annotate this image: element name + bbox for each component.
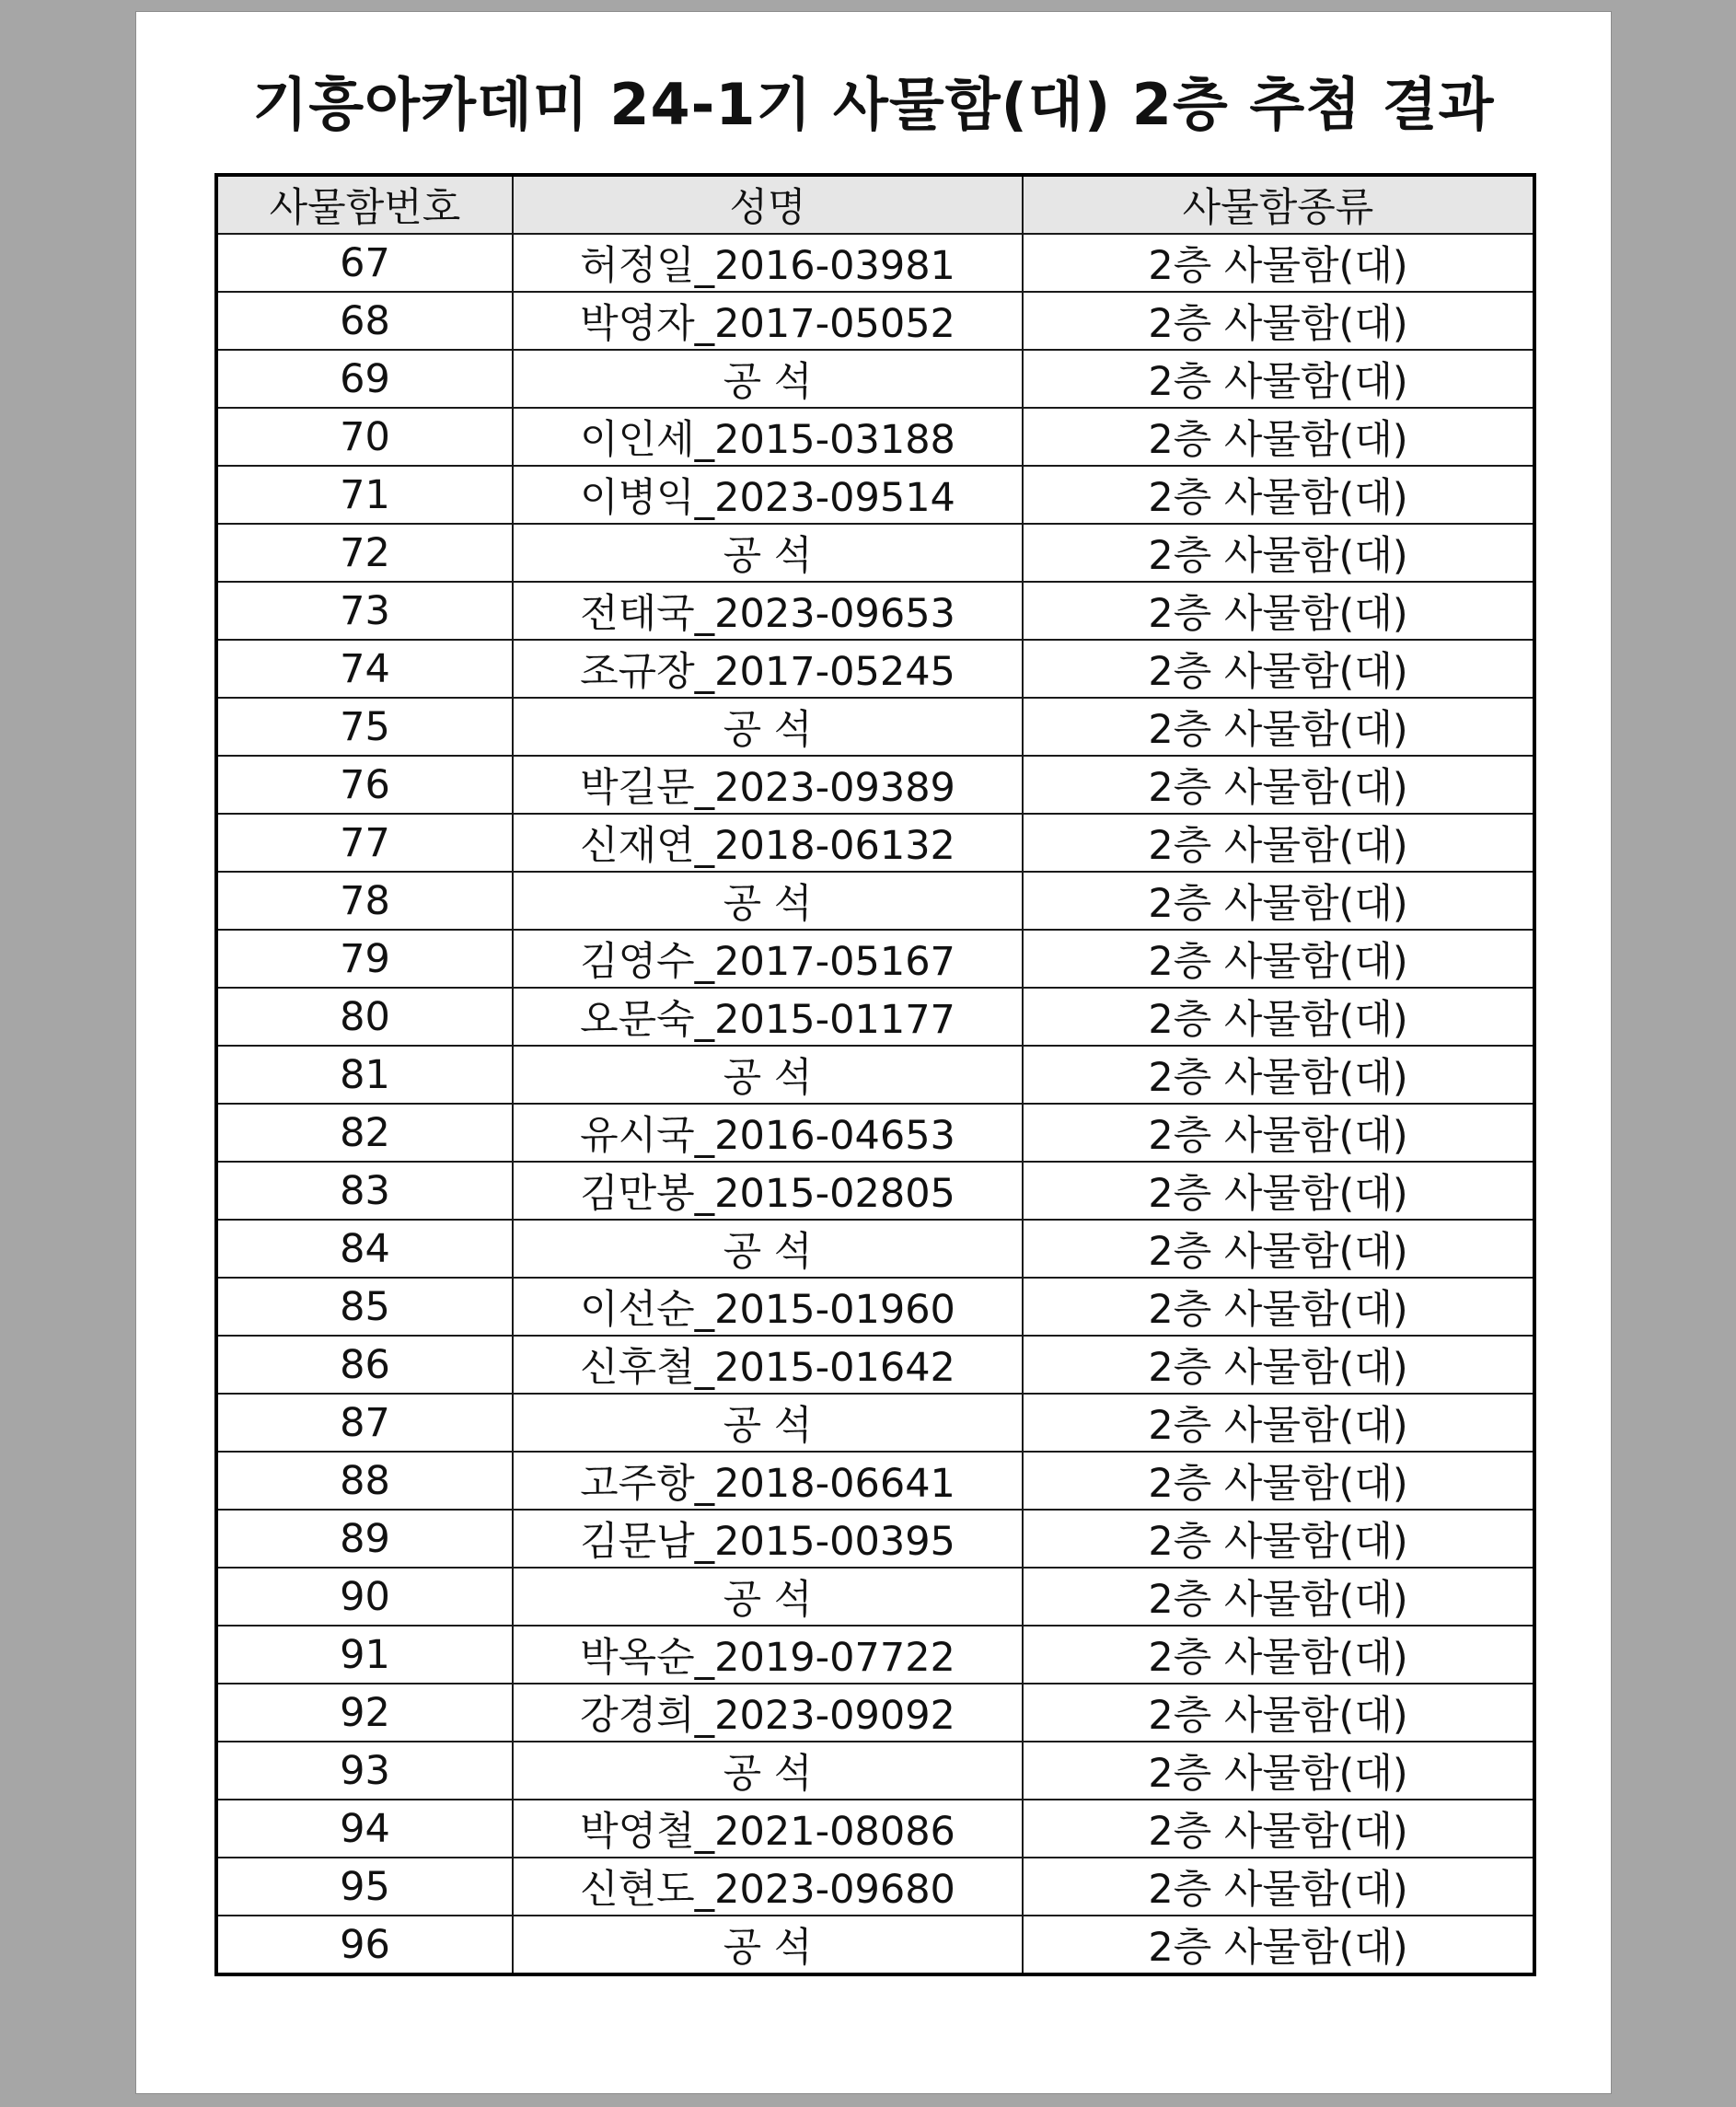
cell-locker-number: 68 [216, 292, 513, 350]
cell-locker-type: 2층 사물함(대) [1023, 1394, 1534, 1452]
cell-locker-number: 92 [216, 1684, 513, 1742]
cell-name: 공 석 [513, 1568, 1023, 1626]
cell-name: 강경희_2023-09092 [513, 1684, 1023, 1742]
cell-name: 오문숙_2015-01177 [513, 988, 1023, 1046]
table-row [216, 1220, 1534, 1278]
cell-locker-number: 93 [216, 1742, 513, 1800]
table-row [216, 1800, 1534, 1858]
cell-locker-number: 76 [216, 756, 513, 814]
table-row [216, 1916, 1534, 1974]
cell-locker-type: 2층 사물함(대) [1023, 1858, 1534, 1916]
cell-name: 고주항_2018-06641 [513, 1452, 1023, 1510]
cell-locker-number: 86 [216, 1336, 513, 1394]
table-row [216, 1394, 1534, 1452]
locker-draw-table [214, 173, 1536, 1976]
cell-name: 박영철_2021-08086 [513, 1800, 1023, 1858]
cell-locker-type: 2층 사물함(대) [1023, 524, 1534, 582]
table-row [216, 698, 1534, 756]
cell-locker-number: 70 [216, 408, 513, 466]
cell-name: 공 석 [513, 524, 1023, 582]
cell-locker-type: 2층 사물함(대) [1023, 698, 1534, 756]
cell-name: 공 석 [513, 1220, 1023, 1278]
cell-locker-number: 89 [216, 1510, 513, 1568]
table-row [216, 1452, 1534, 1510]
cell-name: 조규장_2017-05245 [513, 640, 1023, 698]
cell-locker-number: 69 [216, 350, 513, 408]
cell-locker-type: 2층 사물함(대) [1023, 1104, 1534, 1162]
table-row [216, 1858, 1534, 1916]
cell-locker-type: 2층 사물함(대) [1023, 408, 1534, 466]
cell-name: 허정일_2016-03981 [513, 234, 1023, 292]
cell-name: 공 석 [513, 698, 1023, 756]
cell-locker-number: 84 [216, 1220, 513, 1278]
cell-locker-type: 2층 사물함(대) [1023, 1162, 1534, 1220]
cell-locker-number: 94 [216, 1800, 513, 1858]
table-row [216, 1742, 1534, 1800]
cell-locker-type: 2층 사물함(대) [1023, 1510, 1534, 1568]
header-locker-type: 사물함종류 [1023, 175, 1534, 234]
cell-locker-number: 79 [216, 930, 513, 988]
cell-locker-number: 78 [216, 872, 513, 930]
table-row [216, 234, 1534, 292]
cell-name: 신재연_2018-06132 [513, 814, 1023, 872]
table-row [216, 1626, 1534, 1684]
cell-locker-type: 2층 사물함(대) [1023, 872, 1534, 930]
cell-locker-number: 71 [216, 466, 513, 524]
cell-locker-number: 82 [216, 1104, 513, 1162]
cell-name: 김만봉_2015-02805 [513, 1162, 1023, 1220]
cell-name: 박옥순_2019-07722 [513, 1626, 1023, 1684]
cell-name: 박길문_2023-09389 [513, 756, 1023, 814]
cell-name: 이선순_2015-01960 [513, 1278, 1023, 1336]
cell-locker-type: 2층 사물함(대) [1023, 582, 1534, 640]
table-row [216, 1684, 1534, 1742]
cell-locker-type: 2층 사물함(대) [1023, 234, 1534, 292]
table-row [216, 582, 1534, 640]
cell-locker-type: 2층 사물함(대) [1023, 930, 1534, 988]
cell-locker-number: 91 [216, 1626, 513, 1684]
cell-locker-number: 81 [216, 1046, 513, 1104]
cell-locker-number: 88 [216, 1452, 513, 1510]
header-locker-number: 사물함번호 [216, 175, 513, 234]
table-row [216, 814, 1534, 872]
cell-name: 신현도_2023-09680 [513, 1858, 1023, 1916]
table-row [216, 524, 1534, 582]
cell-locker-type: 2층 사물함(대) [1023, 756, 1534, 814]
cell-locker-type: 2층 사물함(대) [1023, 1800, 1534, 1858]
cell-locker-type: 2층 사물함(대) [1023, 640, 1534, 698]
table-row [216, 640, 1534, 698]
cell-name: 전태국_2023-09653 [513, 582, 1023, 640]
cell-name: 공 석 [513, 1394, 1023, 1452]
table-row [216, 1104, 1534, 1162]
document-page [135, 11, 1612, 2094]
cell-locker-type: 2층 사물함(대) [1023, 1684, 1534, 1742]
cell-name: 이병익_2023-09514 [513, 466, 1023, 524]
cell-locker-number: 77 [216, 814, 513, 872]
cell-locker-type: 2층 사물함(대) [1023, 1452, 1534, 1510]
table-header-row [216, 175, 1534, 234]
table-row [216, 408, 1534, 466]
cell-locker-number: 96 [216, 1916, 513, 1974]
cell-locker-type: 2층 사물함(대) [1023, 988, 1534, 1046]
cell-name: 공 석 [513, 872, 1023, 930]
cell-name: 공 석 [513, 1742, 1023, 1800]
cell-locker-number: 95 [216, 1858, 513, 1916]
cell-locker-number: 73 [216, 582, 513, 640]
cell-name: 이인세_2015-03188 [513, 408, 1023, 466]
cell-locker-type: 2층 사물함(대) [1023, 1046, 1534, 1104]
cell-locker-number: 80 [216, 988, 513, 1046]
cell-locker-type: 2층 사물함(대) [1023, 350, 1534, 408]
cell-name: 김영수_2017-05167 [513, 930, 1023, 988]
cell-locker-type: 2층 사물함(대) [1023, 1220, 1534, 1278]
cell-name: 공 석 [513, 1046, 1023, 1104]
cell-locker-type: 2층 사물함(대) [1023, 466, 1534, 524]
cell-locker-type: 2층 사물함(대) [1023, 1336, 1534, 1394]
cell-locker-number: 74 [216, 640, 513, 698]
cell-locker-type: 2층 사물함(대) [1023, 814, 1534, 872]
cell-locker-type: 2층 사물함(대) [1023, 1742, 1534, 1800]
cell-name: 유시국_2016-04653 [513, 1104, 1023, 1162]
cell-name: 박영자_2017-05052 [513, 292, 1023, 350]
cell-locker-type: 2층 사물함(대) [1023, 292, 1534, 350]
cell-locker-type: 2층 사물함(대) [1023, 1568, 1534, 1626]
table-body [216, 234, 1534, 1974]
table-row [216, 1278, 1534, 1336]
table-row [216, 930, 1534, 988]
table-row [216, 872, 1534, 930]
cell-name: 신후철_2015-01642 [513, 1336, 1023, 1394]
table-row [216, 1568, 1534, 1626]
cell-locker-type: 2층 사물함(대) [1023, 1916, 1534, 1974]
cell-locker-number: 75 [216, 698, 513, 756]
cell-name: 공 석 [513, 350, 1023, 408]
table-row [216, 1336, 1534, 1394]
table-row [216, 988, 1534, 1046]
page-title: 기흥아카데미 24-1기 사물함(대) 2층 추첨 결과 [252, 71, 1495, 138]
cell-locker-type: 2층 사물함(대) [1023, 1626, 1534, 1684]
table-row [216, 350, 1534, 408]
table-row [216, 466, 1534, 524]
cell-locker-number: 83 [216, 1162, 513, 1220]
cell-name: 공 석 [513, 1916, 1023, 1974]
cell-locker-number: 67 [216, 234, 513, 292]
table-row [216, 1162, 1534, 1220]
cell-locker-number: 85 [216, 1278, 513, 1336]
cell-locker-number: 87 [216, 1394, 513, 1452]
cell-locker-type: 2층 사물함(대) [1023, 1278, 1534, 1336]
cell-locker-number: 72 [216, 524, 513, 582]
table-row [216, 1046, 1534, 1104]
table-row [216, 756, 1534, 814]
table-row [216, 1510, 1534, 1568]
header-name: 성명 [513, 175, 1023, 234]
table-row [216, 292, 1534, 350]
cell-locker-number: 90 [216, 1568, 513, 1626]
cell-name: 김문남_2015-00395 [513, 1510, 1023, 1568]
